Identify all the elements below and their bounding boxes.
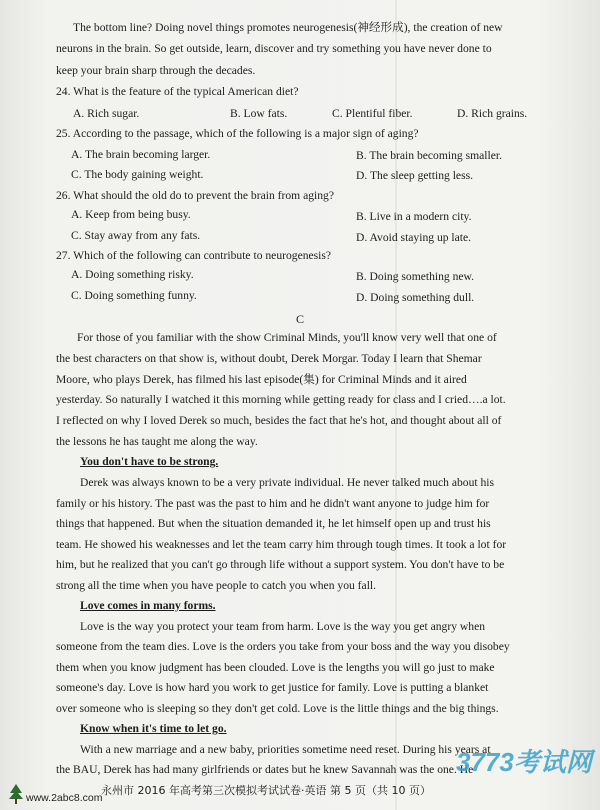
section-heading: You don't have to be strong. <box>80 455 219 468</box>
section-line: him, but he realized that you can't go through life without a support system. You don't have to be <box>56 558 505 571</box>
section-line: things that happened. But when the situation demanded it, he let himself open up and trust his <box>56 517 491 530</box>
watermark-logo: 3773考试网 <box>456 747 592 777</box>
question-24-option-d[interactable]: D. Rich grains. <box>457 107 528 120</box>
section-line: someone from the team dies. Love is the orders you take from your boss and the way you disobey <box>56 640 510 653</box>
intro-line: The bottom line? Doing novel things promotes neurogenesis(神经形成), the creation of new <box>73 21 503 34</box>
intro-line: keep your brain sharp through the decades. <box>56 64 256 77</box>
question-27-option-c[interactable]: C. Doing something funny. <box>71 289 197 302</box>
passage-line: I reflected on why I loved Derek so much, besides the fact that he's hot, and thought about all of <box>56 414 502 427</box>
section-line: Love is the way you protect your team from harm. Love is the way you get angry when <box>80 620 486 633</box>
section-line: team. He showed his weaknesses and let the team carry him through tough times. It took a lot for <box>56 538 507 551</box>
question-27-option-b[interactable]: B. Doing something new. <box>356 270 475 283</box>
question-25-option-d[interactable]: D. The sleep getting less. <box>356 169 473 182</box>
question-27-option-d[interactable]: D. Doing something dull. <box>356 291 475 304</box>
question-26-option-b[interactable]: B. Live in a modern city. <box>356 210 472 223</box>
question-24-stem: 24. What is the feature of the typical American diet? <box>56 85 299 98</box>
question-24-option-a[interactable]: A. Rich sugar. <box>73 107 140 120</box>
section-line: strong all the time when you have people to catch you when you fall. <box>56 579 377 592</box>
question-27-stem: 27. Which of the following can contribute to neurogenesis? <box>56 249 332 262</box>
question-26-option-d[interactable]: D. Avoid staying up late. <box>356 231 472 244</box>
watermark-url: www.2abc8.com <box>26 792 103 804</box>
section-line: Derek was always known to be a very private individual. He never talked much about his <box>80 476 495 489</box>
question-24-option-c[interactable]: C. Plentiful fiber. <box>332 107 413 120</box>
section-line: them when you know judgment has been clouded. Love is the lengths you will go just to make <box>56 661 495 674</box>
passage-line: the best characters on that show is, without doubt, Derek Morgar. Today I learn that Shemar <box>56 352 482 365</box>
passage-line: For those of you familiar with the show Criminal Minds, you'll know very well that one of <box>77 331 497 344</box>
question-27-option-a[interactable]: A. Doing something risky. <box>71 268 194 281</box>
question-26-option-a[interactable]: A. Keep from being busy. <box>71 208 191 221</box>
question-25-option-a[interactable]: A. The brain becoming larger. <box>71 148 211 161</box>
question-24-option-b[interactable]: B. Low fats. <box>230 107 288 120</box>
section-heading: Love comes in many forms. <box>80 599 216 612</box>
section-line: family or his history. The past was the past to him and he didn't want anyone to judge him for <box>56 497 490 510</box>
question-25-stem: 25. According to the passage, which of the following is a major sign of aging? <box>56 127 419 140</box>
section-letter: C <box>296 312 305 326</box>
intro-line: neurons in the brain. So get outside, learn, discover and try something you have never done to <box>56 42 492 55</box>
section-line: someone's day. Love is how hard you work to get justice for family. Love is putting a blanket <box>56 681 489 694</box>
question-26-option-c[interactable]: C. Stay away from any fats. <box>71 229 201 242</box>
section-line: over someone who is sleeping so they don't get cold. Love is the little things and the big things. <box>56 702 499 715</box>
section-line: the BAU, Derek has had many girlfriends or dates but he knew Savannah was the one. He <box>56 763 474 776</box>
question-26-stem: 26. What should the old do to prevent the brain from aging? <box>56 189 334 202</box>
question-25-option-c[interactable]: C. The body gaining weight. <box>71 168 204 181</box>
passage-line: the lessons he has taught me along the way. <box>56 435 258 448</box>
section-heading: Know when it's time to let go. <box>80 722 227 735</box>
page-footer: 永州市 2016 年高考第三次模拟考试试卷·英语 第 5 页（共 10 页） <box>101 784 431 797</box>
question-25-option-b[interactable]: B. The brain becoming smaller. <box>356 149 502 162</box>
passage-line: yesterday. So naturally I watched it this morning while getting ready for class and I cried….a lot. <box>56 393 506 406</box>
tree-icon <box>8 783 24 805</box>
section-line: With a new marriage and a new baby, priorities sometime need reset. During his years at <box>80 743 491 756</box>
passage-line: Moore, who plays Derek, has filmed his last episode(集) for Criminal Minds and it aired <box>56 373 467 386</box>
